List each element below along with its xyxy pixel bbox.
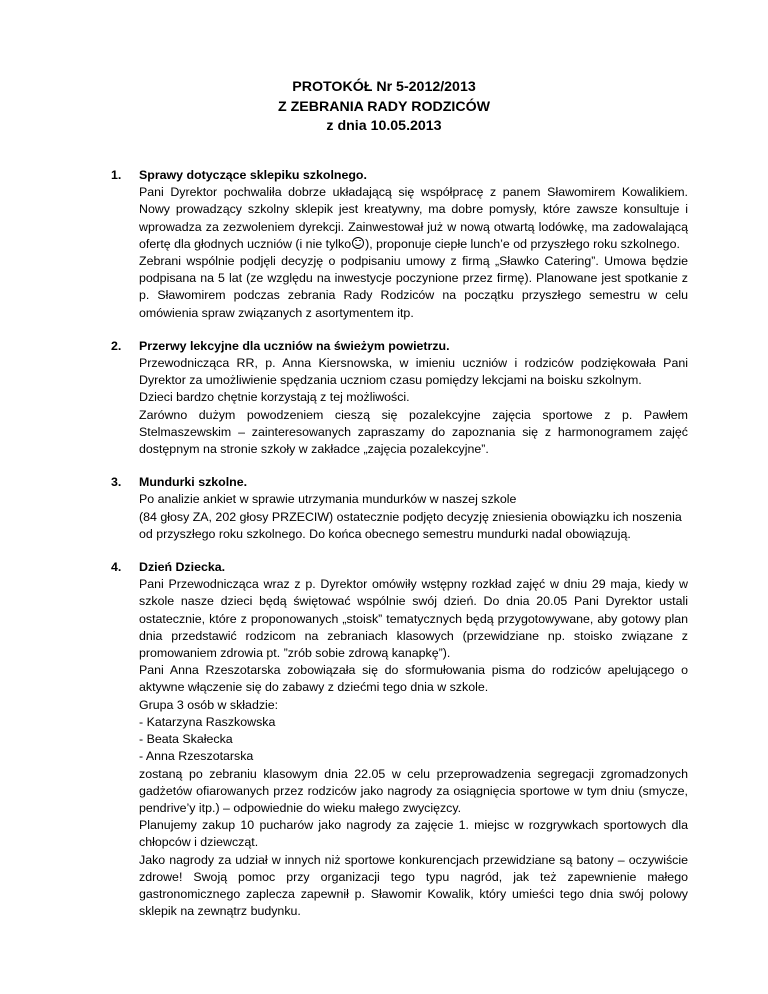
protocol-sections	[0, 167, 768, 936]
section-number: 2.	[111, 338, 122, 353]
paragraph: Przewodnicząca RR, p. Anna Kiersnowska, w imieniu uczniów i rodziców podziękowała Pani Dyrektor za umożliwienie spędzania uczniom czasu pomiędzy lekcjami na boisku szkolnym.	[139, 356, 688, 388]
document-title	[0, 78, 768, 137]
paragraph: zostaną po zebraniu klasowym dnia 22.05 w celu przeprowadzenia segregacji zgromadzonych gadżetów ofiarowanych przez rodziców jako nagrody za osiągnięcia sportowe w tym dniu (smycze, pendrive’y itp.) – odpowiednie do wieku małego zwycięzcy.	[139, 766, 688, 815]
section-number: 4.	[111, 560, 122, 575]
section-breaks	[0, 338, 768, 458]
smiley-icon	[352, 237, 364, 249]
list-item: - Katarzyna Raszkowska	[139, 714, 276, 729]
section-number: 3.	[111, 475, 122, 490]
paragraph: Pani Anna Rzeszotarska zobowiązała się do sformułowania pisma do rodziców apelującego o aktywne włączenie się do zabawy z dziećmi tego dnia w szkole.	[139, 663, 688, 695]
paragraph: Po analizie ankiet w sprawie utrzymania mundurków w naszej szkole	[139, 492, 517, 507]
section-heading: Mundurki szkolne.	[139, 475, 248, 490]
section-number: 1.	[111, 168, 122, 182]
title-line-2: Z ZEBRANIA RADY RODZICÓW	[277, 98, 490, 115]
paragraph: Grupa 3 osób w składzie:	[139, 697, 279, 712]
section-body	[139, 491, 688, 543]
paragraph: Dzieci bardzo chętnie korzystają z tej możliwości.	[139, 390, 410, 405]
paragraph-text: ), proponuje ciepłe lunch’e od przyszłego roku szkolnego.	[365, 236, 680, 251]
paragraph-text: Pani Dyrektor pochwaliła dobrze układającą się współpracę z panem Sławomirem Kowalikiem. Nowy prowadzący szkolny sklepik jest kreatywny, ma dobre pomysły, które zawsze konsultuje i wprowadza za zezwoleniem dyrekcji. Zainwestował już w nową otwartą lodówkę, ma zadowalającą ofertę dla głodnych uczniów (i nie tylko	[139, 185, 688, 251]
section-heading: Dzień Dziecka.	[139, 560, 226, 575]
paragraph: Zebrani wspólnie podjęli decyzję o podpisaniu umowy z firmą „Sławko Catering”. Umowa będzie podpisana na 5 lat (ze względu na inwestycje poczynione przez firmę). Planowane jest spotkanie z p. Sławomirem podczas zebrania Rady Rodziców na początku przyszłego semestru w celu omówienia spraw związanych z asortymentem itp.	[139, 254, 688, 320]
section-uniforms	[0, 474, 768, 543]
section-body	[139, 184, 688, 322]
paragraph	[139, 184, 688, 253]
section-heading: Sprawy dotyczące sklepiku szkolnego.	[139, 168, 367, 182]
paragraph: Planujemy zakup 10 pucharów jako nagrody za zajęcie 1. miejsc w rozgrywkach sportowych dla chłopców i dziewcząt.	[139, 818, 688, 850]
section-shop	[0, 167, 768, 322]
section-body	[139, 355, 688, 458]
section-body	[139, 576, 688, 920]
paragraph: Jako nagrody za udział w innych niż sportowe konkurencjach przewidziane są batony – oczywiście zdrowe! Swoją pomoc przy organizacji tego typu nagród, jak też zapewnienie małego gastronomicznego zaplecza zapewnił p. Sławomir Kowalik, który umieści tego dnia swój polowy sklepik na zewnątrz budynku.	[139, 852, 688, 919]
list-item: - Anna Rzeszotarska	[139, 749, 254, 764]
section-childrens-day	[0, 559, 768, 920]
paragraph: Zarówno dużym powodzeniem cieszą się pozalekcyjne zajęcia sportowe z p. Pawłem Stelmaszewskim – zainteresowanych zapraszamy do zapoznania się z harmonogramem zajęć dostępnym na stronie szkoły w zakładce „zajęcia pozalekcyjne”.	[139, 407, 688, 457]
section-heading: Przerwy lekcyjne dla uczniów na świeżym powietrzu.	[139, 338, 450, 353]
title-line-1: PROTOKÓŁ Nr 5-2012/2013	[292, 79, 476, 95]
paragraph: Pani Przewodnicząca wraz z p. Dyrektor omówiły wstępny rozkład zajęć w dniu 29 maja, kiedy w szkole nasze dzieci będą świętować wspólnie swój dzień. Do dnia 20.05 Pani Dyrektor ustali ostatecznie, które z proponowanych „stoisk” tematycznych będą przygotowywane, aby gotowy plan dnia przedstawić rodzicom na zebraniach klasowych (przewidziane np. stoisko związane z promowaniem zdrowia pt. ”zrób sobie zdrową kanapkę”).	[139, 577, 688, 661]
list-item: - Beata Skałecka	[139, 732, 233, 747]
title-line-3: z dnia 10.05.2013	[326, 118, 442, 134]
paragraph: (84 głosy ZA, 202 głosy PRZECIW) ostatecznie podjęto decyzję zniesienia obowiązku ich noszenia od przyszłego roku szkolnego. Do końca obecnego semestru mundurki nadal obowiązują.	[139, 509, 682, 541]
